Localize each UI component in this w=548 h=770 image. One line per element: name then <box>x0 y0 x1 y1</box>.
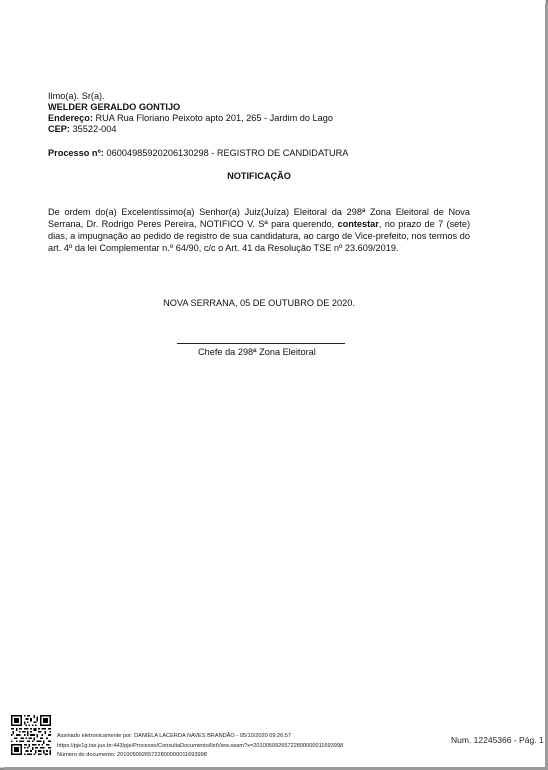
address-label: Endereço: <box>48 113 93 123</box>
process-line <box>48 147 348 159</box>
page-number: Num. 12245366 - Pág. 1 <box>451 735 544 745</box>
process-label: Processo nº: <box>48 148 104 158</box>
body-bold-term: contestar <box>337 219 379 229</box>
qr-code-icon <box>11 715 51 755</box>
cep-line <box>48 123 116 135</box>
footer-doc-number: Número do documento: 20100509265722800000011693998 <box>57 752 207 758</box>
body-part-2: , no prazo de 7 (sete) dias, a impugnação ao pedido de registro de sua candidatura, ao cargo de Vice-prefeito, nos termos do art. 4º da lei Complementar n.º 64/90, c/c o Art. 41 da Resolução TSE nº 23.609/2019. <box>48 219 470 253</box>
salutation: Ilmo(a). Sr(a). <box>48 91 105 101</box>
signature-caption: Chefe da 298ª Zona Eleitoral <box>198 347 316 357</box>
body-part-1: De ordem do(a) Excelentíssimo(a) Senhor(a) Juiz(Juíza) Eleitoral da 298ª Zona Eleitoral de Nova Serrana, Dr. Rodrigo Peres Pereira, NOTIFICO V. Sª para querendo, <box>48 207 470 229</box>
signature-line <box>177 343 345 344</box>
date-line: NOVA SERRANA, 05 DE OUTUBRO DE 2020. <box>163 298 355 308</box>
address-value: RUA Rua Floriano Peixoto apto 201, 265 - Jardim do Lago <box>95 113 333 123</box>
process-value: 06004985920206130298 - REGISTRO DE CANDIDATURA <box>106 148 349 158</box>
notification-body <box>48 206 470 254</box>
footer-signed-by: Assinado eletronicamente por: DANIELA LACERDA NAVES BRANDÃO - 05/10/2020 09:26:57 <box>57 733 292 739</box>
document-title: NOTIFICAÇÃO <box>227 171 291 181</box>
footer-url[interactable]: https://pje1g.tse.jus.br:443/pje/Processo/ConsultaDocumento/listView.seam?x=20100509265722800000011693998 <box>57 743 344 749</box>
recipient-name: WELDER GERALDO GONTIJO <box>48 102 181 112</box>
cep-label: CEP: <box>48 124 70 134</box>
cep-value: 35522-004 <box>72 124 117 134</box>
